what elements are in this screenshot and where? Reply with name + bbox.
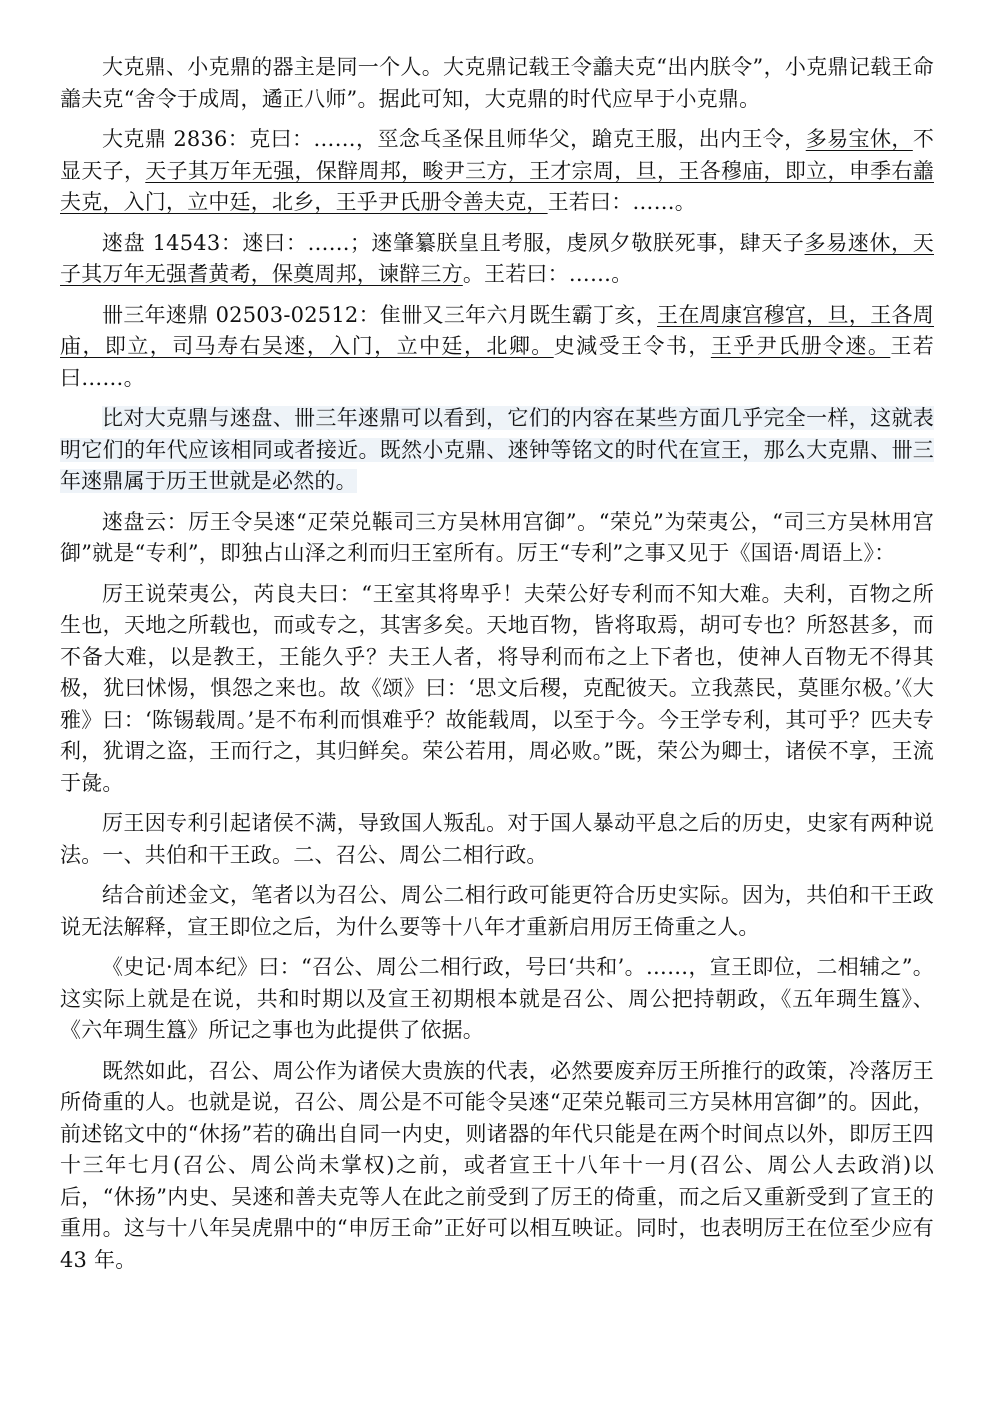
highlighted-text: 比对大克鼎与逨盘、卌三年逨鼎可以看到，它们的内容在某些方面几乎完全一样，这就表明它们的年代应该相同或者接近。既然小克鼎、逨钟等铭文的时代在宣王，那么大克鼎、卌三年逨鼎属于历王世就是必然的。 <box>60 406 934 493</box>
text-segment: 大克鼎 2836：克曰：……，巠念乓圣保且师华父，蹌克王服，出内王令， <box>102 127 806 151</box>
text-segment: 厉王因专利引起诸侯不满，导致国人叛乱。对于国人暴动平息之后的历史，史家有两种说法。一、共伯和干王政。二、召公、周公二相行政。 <box>60 811 934 867</box>
paragraph-3 <box>60 228 934 291</box>
text-segment: 王若曰：……。 <box>547 190 697 214</box>
text-segment: 大克鼎、小克鼎的器主是同一个人。大克鼎记载王令譱夫克“出内朕令”，小克鼎记载王命譱夫克“舍令于成周，遹正八师”。据此可知，大克鼎的时代应早于小克鼎。 <box>60 55 934 111</box>
paragraph-7 <box>60 579 934 800</box>
text-segment: 厉王说荣夷公，芮良夫曰：“王室其将卑乎！夫荣公好专利而不知大难。夫利，百物之所生也，天地之所载也，而或专之，其害多矣。天地百物，皆将取焉，胡可专也？所怒甚多，而不备大难，以是教王，王能久乎？夫王人者，将导利而布之上下者也，使神人百物无不得其极，犹曰怵惕，惧怨之来也。故《颂》曰：‘思文后稷，克配彼天。立我蒸民，莫匪尔极。’《大雅》曰：‘陈锡载周。’是不布利而惧难乎？故能载周，以至于今。今王学专利，其可乎？匹夫专利，犹谓之盗，王而行之，其归鲜矣。荣公若用，周必败。”既，荣公为卿士，诸侯不享，王流于彘。 <box>60 581 934 795</box>
paragraph-10 <box>60 952 934 1047</box>
text-segment: 逨盘云：厉王令吴逨“疋荣兑䩨司三方吴林用宫御”。“荣兑”为荣夷公，“司三方吴林用宫御”就是“专利”，即独占山泽之利而归王室所有。厉王“专利”之事又见于《国语·周语上》： <box>60 509 934 565</box>
paragraph-4 <box>60 300 934 395</box>
text-segment: 卌三年逨鼎 02503-02512：隹卌又三年六月既生霸丁亥， <box>102 302 658 327</box>
paragraph-2 <box>60 124 934 219</box>
paragraph-8 <box>60 808 934 871</box>
document-page <box>60 52 934 1285</box>
underlined-text: 王乎尹氏册令逨。 <box>710 334 891 358</box>
text-segment: 。王若曰：……。 <box>462 262 633 286</box>
text-segment: 既然如此，召公、周公作为诸侯大贵族的代表，必然要废弃厉王所推行的政策，冷落厉王所倚重的人。也就是说，召公、周公是不可能令吴逨“疋荣兑䩨司三方吴林用宫御”的。因此，前述铭文中的“休扬”若的确出自同一内史，则诸器的年代只能是在两个时间点以外，即厉王四十三年七月(召公、周公尚未掌权)之前，或者宣王十八年十一月(召公、周公人去政消)以后，“休扬”内史、吴逨和善夫克等人在此之前受到了厉王的倚重，而之后又重新受到了宣王的重用。这与十八年吴虎鼎中的“申厉王命”正好可以相互映证。同时，也表明厉王在位至少应有 43 年。 <box>60 1058 934 1272</box>
text-segment: 结合前述金文，笔者以为召公、周公二相行政可能更符合历史实际。因为，共伯和干王政说无法解释，宣王即位之后，为什么要等十八年才重新启用厉王倚重之人。 <box>60 883 934 939</box>
text-segment: 逨盘 14543：逨曰：……；逨肇纂朕皇且考服，虔夙夕敬朕死事，肆天子 <box>102 230 805 255</box>
paragraph-1 <box>60 52 934 115</box>
text-segment: 《史记·周本纪》曰：“召公、周公二相行政，号曰‘共和’。……，宣王即位，二相辅之”。这实际上就是在说，共和时期以及宣王初期根本就是召公、周公把持朝政，《五年琱生簋》、《六年琱生簋》所记之事也为此提供了依据。 <box>60 955 934 1042</box>
paragraph-5 <box>60 403 934 498</box>
text-segment: 史減受王令书， <box>553 334 711 358</box>
paragraph-11 <box>60 1056 934 1277</box>
paragraph-6 <box>60 507 934 570</box>
paragraph-9 <box>60 880 934 943</box>
underlined-text: 多易宝休， <box>805 127 913 151</box>
underlined-text: 天子其万年无强，保辥周邦，畯尹三方，王才宗周，旦，王各穆庙，即立，申季右譱夫克，入门，立中廷，北乡，王乎尹氏册令善夫克， <box>60 158 934 214</box>
underlined-text: 多易逨休，天子其万年无强耆黄耇，保奠周邦，谏辥三方 <box>60 230 934 286</box>
underlined-text: 王在周康宫穆宫，旦，王各周庙，即立，司马寿右吴逨，入门，立中廷，北卿。 <box>60 302 935 358</box>
text-segment: 王若曰……。 <box>60 334 934 390</box>
text-segment: 不显天子， <box>60 127 935 183</box>
